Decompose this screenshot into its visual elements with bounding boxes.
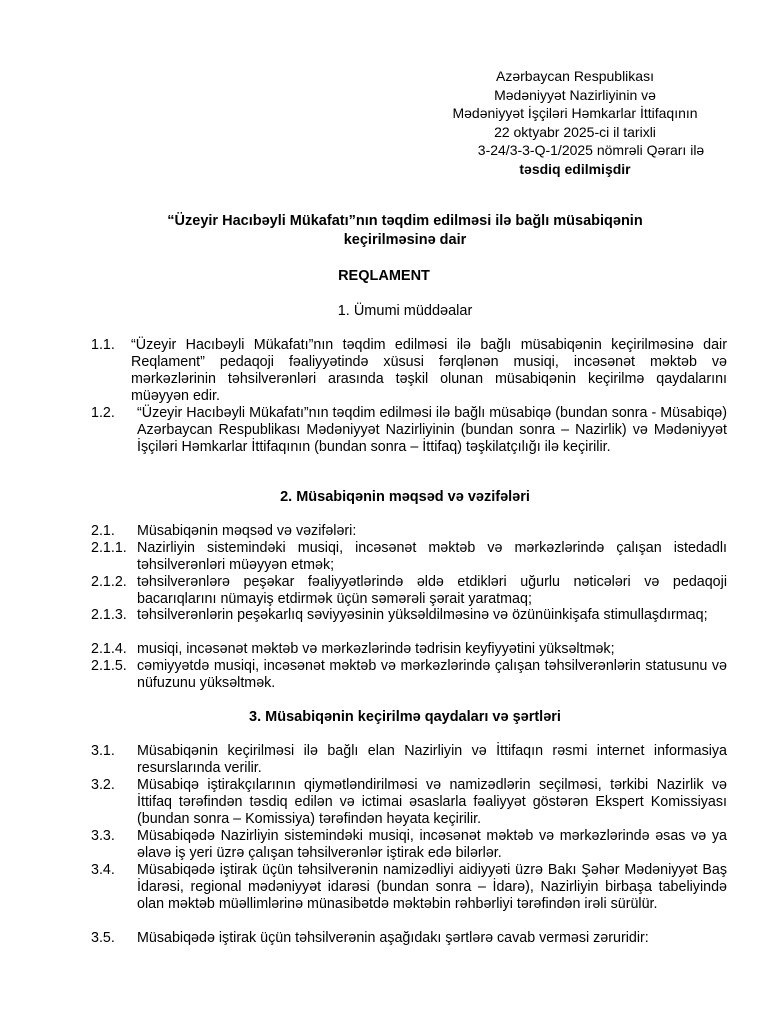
- item-text: “Üzeyir Hacıbəyli Mükafatı”nın təqdim edilməsi ilə bağlı müsabiqə (bundan sonra - Müsabiqə) Azərbaycan Respublikası Mədəniyyət Nazirliyinin (bundan sonra – Nazirlik) və Mədəniyyət İşçiləri Həmkarlar İttifaqının (bundan sonra – İttifaq) təşkilatçılığı ilə keçirilir.: [137, 405, 727, 455]
- document-kind: REQLAMENT: [338, 268, 430, 284]
- item-text: musiqi, incəsənət məktəb və mərkəzlərində tədrisin keyfiyyətini yüksəltmək;: [137, 641, 615, 657]
- item-text: Müsabiqənin keçirilməsi ilə bağlı elan Nazirliyin və İttifaqın rəsmi internet informasiya resurslarında verilir.: [137, 743, 727, 776]
- item-text: Müsabiqədə iştirak üçün təhsilverənin namizədliyi aidiyyəti üzrə Bakı Şəhər Mədəniyyət Baş İdarəsi, regional mədəniyyət idarəsi (bundan sonra – İdarə), Nazirliyin birbaşa tabeliyində olan məktəb müəllimlərinə münasibətdə məktəbin rəhbərliyi tərəfindən irəli sürülür.: [137, 862, 727, 912]
- approval-line: 22 oktyabr 2025-ci il tarixli: [494, 123, 656, 140]
- item-text: Müsabiqədə Nazirliyin sistemindəki musiqi, incəsənət məktəb və mərkəzlərində əsas və ya əlavə iş yeri üzrə çalışan təhsilverənlər iştirak edə bilərlər.: [137, 828, 727, 861]
- section-heading-2: 2. Müsabiqənin məqsəd və vəzifələri: [280, 489, 530, 505]
- item-text: “Üzeyir Hacıbəyli Mükafatı”nın təqdim edilməsi ilə bağlı müsabiqənin keçirilməsinə dair Reqlament” pedaqoji fəaliyyətində xüsusi fərqlənən musiqi, incəsənət məktəb və mərkəzlərinin təhsilverənləri arasında təşkil olunan müsabiqənin keçirilmə qaydalarını müəyyən edir.: [131, 337, 727, 404]
- item-number: 3.5.: [91, 930, 115, 946]
- item-text: Müsabiqə iştirakçılarının qiymətləndirilməsi və namizədlərin seçilməsi, tərkibi Nazirlik və İttifaq tərəfindən təsdiq edilən və ictimai əsaslarla fəaliyyət göstərən Ekspert Komissiyası (bundan sonra – Komissiya) tərəfindən həyata keçirilir.: [137, 777, 727, 827]
- item-number: 2.1.3.: [91, 607, 127, 623]
- item-number: 2.1.1.: [91, 540, 127, 556]
- section-heading-1: 1. Ümumi müddəalar: [337, 303, 473, 319]
- item-text: təhsilverənlərin peşəkarlıq səviyyəsinin yüksəldilməsinə və özünüinkişafa stimullaşdırmaq;: [137, 607, 708, 623]
- item-number: 2.1.4.: [91, 641, 127, 657]
- item-text: Müsabiqənin məqsəd və vəzifələri:: [137, 523, 357, 539]
- document-title: “Üzeyir Hacıbəyli Mükafatı”nın təqdim edilməsi ilə bağlı müsabiqənin keçirilməsinə dair: [167, 213, 643, 248]
- item-number: 2.1.: [91, 523, 115, 539]
- item-number: 3.4.: [91, 862, 115, 878]
- approval-line: Mədəniyyət Nazirliyinin və: [494, 86, 656, 103]
- item-number: 3.1.: [91, 743, 115, 759]
- item-number: 1.1.: [91, 337, 115, 353]
- item-text: Müsabiqədə iştirak üçün təhsilverənin aşağıdakı şərtlərə cavab verməsi zəruridir:: [137, 930, 649, 946]
- approval-status: təsdiq edilmişdir: [519, 160, 631, 177]
- item-number: 3.2.: [91, 777, 115, 793]
- item-number: 2.1.2.: [91, 574, 127, 590]
- section-heading-3: 3. Müsabiqənin keçirilmə qaydaları və şərtləri: [249, 709, 561, 725]
- approval-line: Azərbaycan Respublikası: [496, 68, 654, 84]
- item-text: cəmiyyətdə musiqi, incəsənət məktəb və mərkəzlərində çalışan təhsilverənlərin statusunu və nüfuzunu yüksəltmək.: [137, 658, 727, 691]
- item-text: təhsilverənlərə peşəkar fəaliyyətlərində əldə etdikləri uğurlu nəticələri və pedaqoji bacarıqlarını nümayiş etdirmək üçün səmərəli şərait yaratmaq;: [137, 574, 727, 607]
- item-number: 1.2.: [91, 405, 115, 421]
- item-number: 3.3.: [91, 828, 115, 844]
- approval-stamp-block: [430, 67, 720, 178]
- approval-line: Mədəniyyət İşçiləri Həmkarlar İttifaqının: [452, 105, 698, 121]
- item-number: 2.1.5.: [91, 658, 127, 674]
- approval-line: 3-24/3-3-Q-1/2025 nömrəli Qərarı ilə: [477, 142, 705, 158]
- item-text: Nazirliyin sistemindəki musiqi, incəsənət məktəb və mərkəzlərində çalışan istedadlı təhsilverənləri müəyyən etmək;: [137, 540, 727, 573]
